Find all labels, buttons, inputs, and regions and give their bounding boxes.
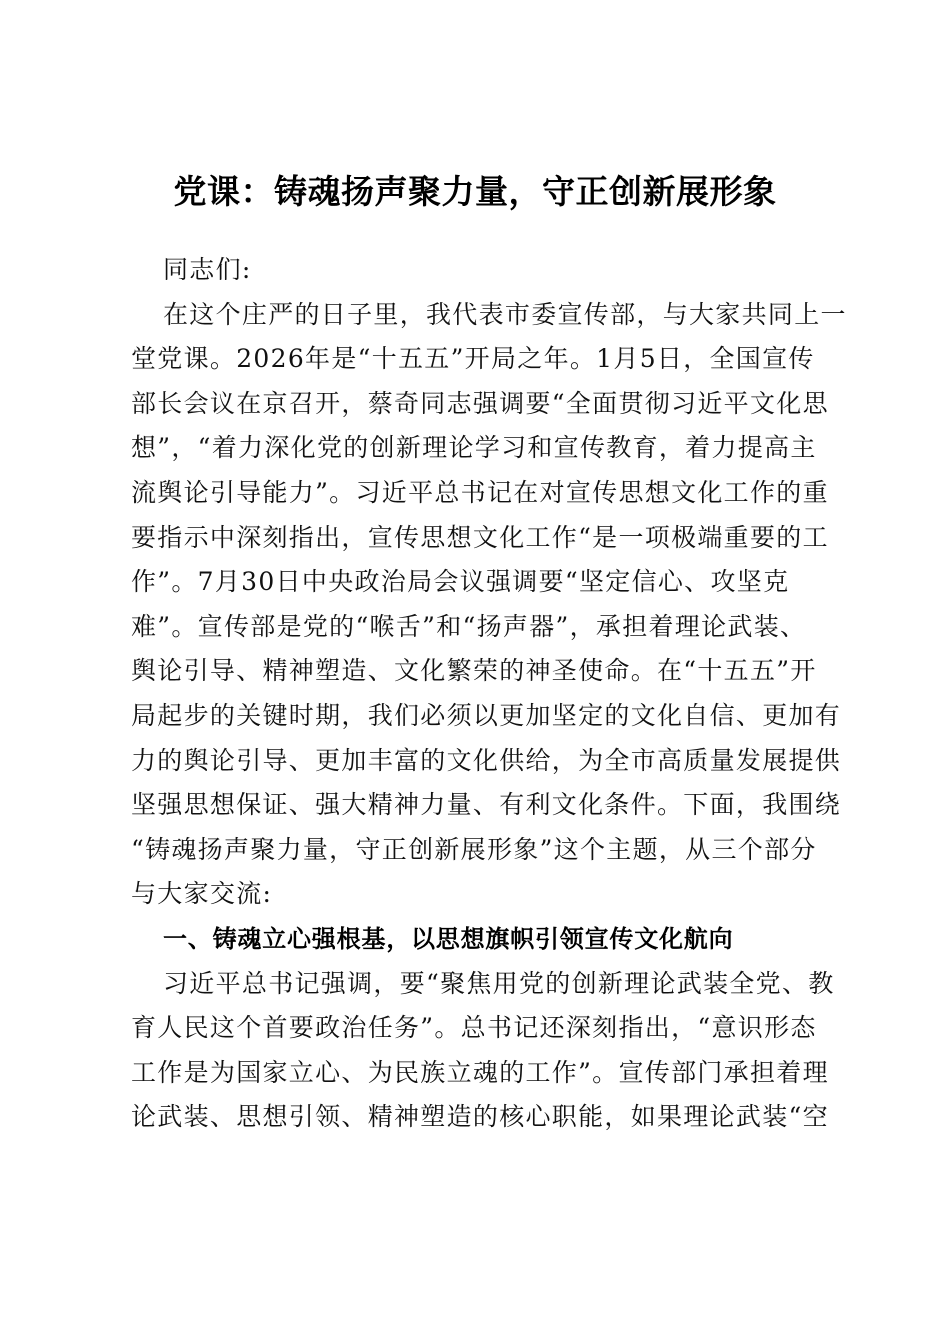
section-heading: 一、铸魂立心强根基，以思想旗帜引领宣传文化航向 <box>163 924 734 953</box>
section-paragraph-line: 习近平总书记强调，要“聚焦用党的创新理论武装全党、教 <box>163 968 835 998</box>
paragraph-line: 坚强思想保证、强大精神力量、有利文化条件。下面，我围绕 <box>131 790 842 820</box>
paragraph-line: 与大家交流: <box>131 879 273 909</box>
paragraph-line: 作”。7月30日中央政治局会议强调要“坚定信心、攻坚克 <box>131 567 790 597</box>
document-title: 党课：铸魂扬声聚力量，守正创新展形象 <box>173 172 777 211</box>
paragraph-line: 难”。宣传部是党的“喉舌”和“扬声器”，承担着理论武装、 <box>131 611 807 641</box>
paragraph-line: 局起步的关键时期，我们必须以更加坚定的文化自信、更加有 <box>131 700 842 730</box>
paragraph-line: “铸魂扬声聚力量，守正创新展形象”这个主题，从三个部分 <box>131 834 817 864</box>
paragraph-line: 部长会议在京召开，蔡奇同志强调要“全面贯彻习近平文化思 <box>131 388 829 418</box>
paragraph-line: 流舆论引导能力”。习近平总书记在对宣传思想文化工作的重 <box>131 477 829 507</box>
document-body <box>131 248 847 1140</box>
paragraph-line: 想”，“着力深化党的创新理论学习和宣传教育，着力提高主 <box>131 433 817 463</box>
paragraph-line: 舆论引导、精神塑造、文化繁荣的神圣使命。在“十五五”开 <box>131 656 817 686</box>
greeting: 同志们: <box>163 255 252 284</box>
paragraph-line: 力的舆论引导、更加丰富的文化供给，为全市高质量发展提供 <box>131 745 842 775</box>
section-paragraph-line: 育人民这个首要政治任务”。总书记还深刻指出，“意识形态 <box>131 1013 817 1043</box>
section-paragraph-line: 工作是为国家立心、为民族立魂的工作”。宣传部门承担着理 <box>131 1057 829 1087</box>
section-paragraph-line: 论武装、思想引领、精神塑造的核心职能，如果理论武装“空 <box>131 1102 829 1132</box>
paragraph-line: 堂党课。2026年是“十五五”开局之年。1月5日，全国宣传 <box>131 344 815 374</box>
paragraph-line: 在这个庄严的日子里，我代表市委宣传部，与大家共同上一 <box>163 299 847 329</box>
paragraph-line: 要指示中深刻指出，宣传思想文化工作“是一项极端重要的工 <box>131 522 829 552</box>
